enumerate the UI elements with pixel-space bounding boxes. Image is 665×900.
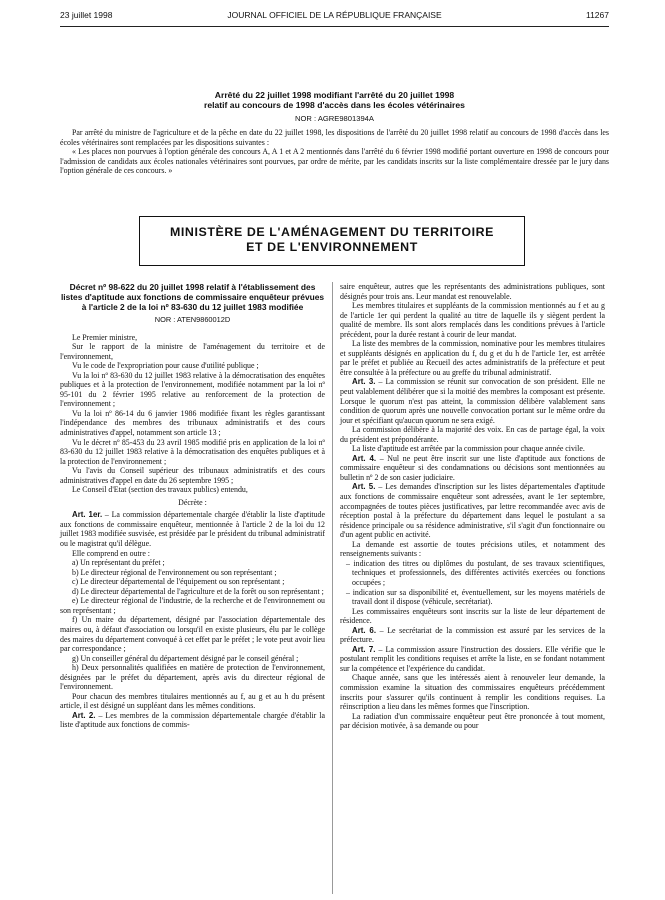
article-2 bbox=[60, 711, 325, 730]
visa-paragraph: Le Premier ministre, bbox=[72, 332, 138, 342]
arrete-nor: NOR : AGRE9801394A bbox=[295, 114, 374, 123]
arrete-heading bbox=[60, 90, 609, 123]
column-separator bbox=[332, 282, 333, 894]
decrete-label: Décrète : bbox=[178, 497, 207, 507]
composition-item: d) Le directeur départemental de l'agriculture et de la forêt ou son représentant ; bbox=[72, 586, 324, 596]
article-7-text: – La commission assure l'instruction des dossiers. Elle vérifie que le postulant remplit les conditions requises et arrête la liste, en se fondant notamment sur la compétence et l'expérience du candidat. bbox=[340, 644, 605, 673]
header-rule bbox=[60, 26, 609, 27]
composition-item: f) Un maire du département, désigné par l'association départementale des maires ou, à défaut d'association ou lorsqu'il en existe plusieurs, élu par le collège des maires du département convoqué à cet effet par le préfet ; le vote peut avoir lieu par correspondance ; bbox=[60, 615, 325, 654]
decret-nor: NOR : ATEN9860012D bbox=[154, 315, 231, 324]
decret-title: Décret nº 98-622 du 20 juillet 1998 relatif à l'établissement des listes d'aptitude aux fonctions de commissaire enquêteur prévues à l'article 2 de la loi nº 83-630 du 12 juillet 1983 modifiée bbox=[60, 282, 325, 312]
composition-item: h) Deux personnalités qualifiées en matière de protection de l'environnement, désignées par le préfet du département, après avis du directeur régional de l'environnement. bbox=[60, 663, 325, 692]
issue-date: 23 juillet 1998 bbox=[60, 10, 113, 20]
composition-item: g) Un conseiller général du département désigné par le conseil général ; bbox=[72, 653, 299, 663]
article-1-suppleants: Pour chacun des membres titulaires mentionnés au f, au g et au h du présent article, il est désigné un suppléant dans les mêmes conditions. bbox=[60, 691, 325, 711]
article-1-label: Art. 1er. bbox=[72, 510, 103, 520]
article-2-label: Art. 2. bbox=[72, 710, 96, 720]
article-3-label: Art. 3. bbox=[352, 377, 376, 387]
article-5-paragraph: La demande est assortie de toutes précisions utiles, et notamment des renseignements suivants : bbox=[340, 539, 605, 559]
composition-item: a) Un représentant du préfet ; bbox=[72, 558, 165, 568]
article-5 bbox=[340, 482, 605, 539]
journal-title: JOURNAL OFFICIEL DE LA RÉPUBLIQUE FRANÇAISE bbox=[227, 10, 442, 20]
visa-paragraph: Vu la loi nº 83-630 du 12 juillet 1983 relative à la démocratisation des enquêtes publiques et à la protection de l'environnement, modifiée notamment par la loi nº 95-101 du 2 février 1995 relative au renforcement de la protection de l'environnement ; bbox=[60, 370, 325, 409]
article-6 bbox=[340, 626, 605, 645]
ministry-heading-box bbox=[139, 216, 525, 266]
article-3-text: – La commission se réunit sur convocation de son président. Elle ne peut valablement délibérer que si la moitié des membres la composant est présente. Lorsque le quorum n'est pas atteint, la commission délibère valablement sans condition de quorum après une nouvelle convocation portant sur le même ordre du jour et spécifiant qu'aucun quorum ne sera exigé. bbox=[340, 377, 605, 425]
article-5-item: – indication sur sa disponibilité et, éventuellement, sur les moyens matériels de travail dont il dispose (véhicule, secrétariat). bbox=[346, 587, 605, 607]
composition-item: e) Le directeur régional de l'industrie, de la recherche et de l'environnement ou son représentant ; bbox=[60, 596, 325, 615]
article-7-paragraph: La radiation d'un commissaire enquêteur peut être prononcée à tout moment, par décision motivée, à sa demande ou pour bbox=[340, 711, 605, 731]
article-2-continued: saire enquêteur, autres que les représentants des administrations publiques, sont désignés pour trois ans. Leur mandat est renouvelable. bbox=[340, 282, 605, 301]
arrete-title-line-1: Arrêté du 22 juillet 1998 modifiant l'arrêté du 20 juillet 1998 bbox=[214, 90, 455, 100]
article-7-label: Art. 7. bbox=[352, 644, 376, 654]
article-4-label: Art. 4. bbox=[352, 453, 377, 463]
visa-paragraph: Sur le rapport de la ministre de l'aménagement du territoire et de l'environnement, bbox=[60, 342, 325, 361]
left-column bbox=[60, 282, 325, 730]
article-2-paragraph: Les membres titulaires et suppléants de la commission mentionnés au f et au g de l'article 1er qui perdent la qualité au titre de laquelle ils y siègent perdent la qualité de membre. Ils sont alors remplacés dans les conditions prévues à l'article précédent, pour la durée restant à courir de leur mandat. bbox=[340, 301, 605, 339]
article-5-paragraph: Les commissaires enquêteurs sont inscrits sur la liste de leur département de résidence. bbox=[340, 606, 605, 626]
page-number: 11267 bbox=[585, 10, 609, 20]
article-2-text: – Les membres de la commission départementale chargée d'établir la liste d'aptitude aux fonctions de commis- bbox=[60, 710, 325, 730]
article-1-intro: Elle comprend en outre : bbox=[72, 548, 151, 558]
page-header bbox=[60, 10, 609, 24]
ministry-line-2: ET DE L'ENVIRONNEMENT bbox=[246, 240, 418, 254]
article-5-item: – indication des titres ou diplômes du postulant, de ses travaux scientifiques, techniques et professionnels, des différentes activités exercées ou fonctions occupées ; bbox=[346, 558, 605, 587]
article-3-paragraph: La commission délibère à la majorité des voix. En cas de partage égal, la voix du président est prépondérante. bbox=[340, 425, 605, 444]
article-5-label: Art. 5. bbox=[352, 482, 376, 492]
composition-item: b) Le directeur régional de l'environnement ou son représentant ; bbox=[72, 567, 277, 577]
visa-paragraph: Le Conseil d'Etat (section des travaux publics) entendu, bbox=[72, 485, 248, 495]
arrete-paragraph: Par arrêté du ministre de l'agriculture et de la pêche en date du 22 juillet 1998, les dispositions de l'arrêté du 20 juillet 1998 relatif au concours de 1998 d'accès dans les écoles vétérinaires sont remplacées par les dispositions suivantes : bbox=[60, 128, 609, 147]
arrete-body bbox=[60, 128, 609, 176]
composition-item: c) Le directeur départemental de l'équipement ou son représentant ; bbox=[72, 577, 285, 587]
ministry-line-1: MINISTÈRE DE L'AMÉNAGEMENT DU TERRITOIRE bbox=[169, 225, 495, 239]
article-7 bbox=[340, 645, 605, 674]
article-1-text: – La commission départementale chargée d'établir la liste d'aptitude aux fonctions de commissaire enquêteur, mentionnée à l'article 2 de la loi du 12 juillet 1983 modifiée susvisée, est présidée par le président du tribunal administratif ou le magistrat qu'il délègue. bbox=[60, 510, 326, 549]
article-5-text: – Les demandes d'inscription sur les listes départementales d'aptitude aux fonctions de commissaire enquêteur sont adressées, avant le 1er septembre, accompagnées de toutes pièces justificatives, par lettre recommandée avec avis de réception postal à la préfecture du département dans lequel le postulant a sa résidence principale ou sa résidence administrative, s'il s'agit d'un fonctionnaire ou d'un agent public en activité. bbox=[340, 482, 605, 540]
right-column bbox=[340, 282, 605, 731]
visa-paragraph: Vu l'avis du Conseil supérieur des tribunaux administratifs et des cours administratives d'appel en date du 26 septembre 1995 ; bbox=[60, 466, 325, 485]
article-2-paragraph: La liste des membres de la commission, nominative pour les membres titulaires et suppléants désignés en application du f, du g et du h de l'article 1er, est arrêtée par le préfet et publiée au Recueil des actes administratifs de la préfecture et peut être consultée à la préfecture ou au greffe du tribunal administratif. bbox=[340, 339, 605, 377]
visa-paragraph: Vu la loi nº 86-14 du 6 janvier 1986 modifiée fixant les règles garantissant l'indépendance des membres des tribunaux administratifs et des cours administratives d'appel, notamment son article 13 ; bbox=[60, 408, 325, 438]
article-1 bbox=[60, 510, 325, 548]
article-3-paragraph: La liste d'aptitude est arrêtée par la commission pour chaque année civile. bbox=[352, 444, 585, 454]
article-6-label: Art. 6. bbox=[352, 625, 377, 635]
article-3 bbox=[340, 377, 605, 425]
arrete-title-line-2: relatif au concours de 1998 d'accès dans les écoles vétérinaires bbox=[204, 100, 465, 110]
arrete-paragraph: « Les places non pourvues à l'option générale des concours A, A 1 et A 2 mentionnés dans l'arrêté du 6 février 1998 modifié portant ouverture en 1998 de concours pour l'admission de candidats aux écoles nationales vétérinaires sont pourvues, par ordre de mérite, par les candidats inscrits sur la liste complémentaire dressée par le jury dans l'option générale de ces concours. » bbox=[60, 147, 609, 176]
article-4-text: – Nul ne peut être inscrit sur une liste d'aptitude aux fonctions de commissaire enquêteur si des condamnations ou décisions sont mentionnées au bulletin nº 2 de son casier judiciaire. bbox=[340, 453, 605, 482]
visa-paragraph: Vu le code de l'expropriation pour cause d'utilité publique ; bbox=[72, 361, 259, 371]
article-6-text: – Le secrétariat de la commission est assuré par les services de la préfecture. bbox=[340, 625, 605, 645]
article-4 bbox=[340, 454, 605, 483]
visa-paragraph: Vu le décret nº 85-453 du 23 avril 1985 modifié pris en application de la loi nº 83-630 du 12 juillet 1983 relative à la démocratisation des enquêtes publiques et à la protection de l'environnement ; bbox=[60, 437, 325, 466]
article-7-paragraph: Chaque année, sans que les intéressés aient à renouveler leur demande, la commission examine la situation des commissaires enquêteurs précédemment inscrits pour s'assurer qu'ils continuent à remplir les conditions requises. La réinscription a lieu dans les mêmes formes que l'inscription. bbox=[340, 673, 605, 712]
